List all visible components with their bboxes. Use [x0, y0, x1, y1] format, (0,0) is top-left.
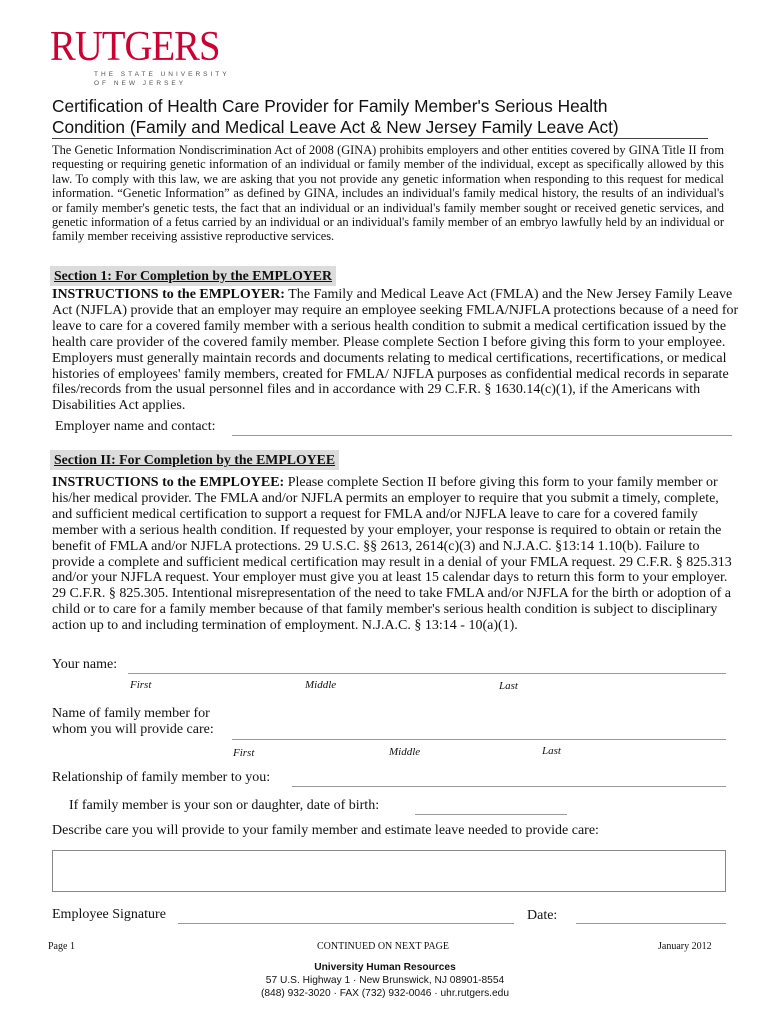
your-name-middle-caption: Middle: [305, 679, 337, 691]
logo-wordmark: RUTGERS: [50, 24, 220, 70]
form-title-line-2: Condition (Family and Medical Leave Act & New Jersey Family Leave Act): [52, 117, 619, 137]
dob-label: If family member is your son or daughter, date of birth:: [69, 798, 380, 813]
footer-address: 57 U.S. Highway 1 · New Brunswick, NJ 08901-8554: [265, 975, 505, 986]
employer-instructions-label: INSTRUCTIONS to the EMPLOYER:: [52, 287, 285, 302]
dob-field[interactable]: [415, 814, 567, 815]
employer-name-label: Employer name and contact:: [55, 419, 216, 434]
continued-note: CONTINUED ON NEXT PAGE: [317, 941, 449, 952]
date-field[interactable]: [576, 923, 726, 924]
gina-notice: The Genetic Information Nondiscrimination Act of 2008 (GINA) prohibits employers and other entities covered by GINA Title II from requesting or requiring genetic information of an individual or family member of the individual, except as specifically allowed by this law. To comply with this law, we are asking that you not provide any genetic information when responding to this request for medical information. “Genetic Information” as defined by GINA, includes an individual's family medical history, the results of an individual's or family member's genetic tests, the fact that an individual or an individual's family member sought or received genetic services, and genetic information of a fetus carried by an individual or an individual's family member of an embryo lawfully held by an individual or family member receiving assistive reproductive services.: [52, 143, 724, 244]
section-2-heading: Section II: For Completion by the EMPLOYEE: [50, 450, 339, 470]
your-name-last-caption: Last: [499, 680, 518, 692]
title-divider: [52, 138, 708, 139]
date-label: Date:: [527, 908, 558, 923]
your-name-label: Your name:: [52, 657, 118, 672]
rutgers-logo: [50, 24, 234, 87]
employee-signature-label: Employee Signature: [52, 907, 166, 922]
family-member-label-line-2: whom you will provide care:: [52, 722, 214, 737]
family-member-label-line-1: Name of family member for: [52, 706, 210, 721]
family-last-caption: Last: [542, 745, 561, 757]
employee-instructions-text: Please complete Section II before giving this form to your family member or his/her medical provider. The FMLA and/or NJFLA permits an employer to require that you submit a timely, complete, and sufficient medical certification to support a request for FMLA and/or NJFLA leave to care for a covered family member with a serious health condition. If requested by your employer, your response is required to obtain or retain the benefit of FMLA and/or NJFLA protections. 29 U.S.C. §§ 2613, 2614(c)(3) and N.J.A.C. §13:14 1.10(b). Failure to provide a complete and sufficient medical certification may result in a denial of your FMLA request. 29 C.F.R. § 825.313 and/or your NJFLA request. Your employer must give you at least 15 calendar days to return this form to your employer. 29 C.F.R. § 825.305. Intentional misrepresentation of the need to take FMLA and/or NJFLA for the birth or adoption of a child or to care for a family member because of that family member's serious health condition is subject to disciplinary action up to and including termination of employment. N.J.A.C. § 13:14 - 10(a)(1).: [52, 475, 732, 634]
form-title: [52, 96, 712, 138]
page-number: Page 1: [48, 941, 75, 952]
family-middle-caption: Middle: [389, 746, 421, 758]
logo-tagline-2: OF NEW JERSEY: [94, 80, 187, 87]
form-date: January 2012: [658, 941, 712, 952]
care-description-box[interactable]: [52, 850, 726, 892]
family-member-name-field[interactable]: [232, 739, 726, 740]
footer-contact: (848) 932-3020 · FAX (732) 932-0046 · uhr.rutgers.edu: [260, 988, 510, 999]
family-first-caption: First: [233, 747, 255, 759]
logo-tagline-1: THE STATE UNIVERSITY: [94, 71, 230, 78]
employee-instructions-label: INSTRUCTIONS to the EMPLOYEE:: [52, 475, 285, 490]
employer-instructions-text: The Family and Medical Leave Act (FMLA) and the New Jersey Family Leave Act (NJFLA) provide that an employer may require an employee seeking FMLA/NJFLA protections because of a need for leave to care for a covered family member with a serious health condition to submit a medical certification issued by the health care provider of the covered family member. Please complete Section I before giving this form to your employee. Employers must generally maintain records and documents relating to medical certifications, recertifications, or medical histories of employees' family members, created for FMLA/ NJFLA purposes as confidential medical records in separate files/records from the usual personnel files and in accordance with 29 C.F.R. § 1630.14(c)(1), if the Americans with Disabilities Act applies.: [52, 287, 739, 414]
employee-signature-field[interactable]: [178, 923, 514, 924]
employer-instructions: [52, 287, 740, 414]
your-name-field[interactable]: [128, 673, 726, 674]
relationship-label: Relationship of family member to you:: [52, 770, 271, 785]
employee-instructions: [52, 475, 740, 634]
form-title-line-1: Certification of Health Care Provider for Family Member's Serious Health: [52, 96, 608, 116]
section-1-heading: Section 1: For Completion by the EMPLOYER: [50, 266, 336, 286]
footer-office: University Human Resources: [314, 962, 456, 973]
care-description-label: Describe care you will provide to your family member and estimate leave needed to provide care:: [52, 823, 599, 838]
relationship-field[interactable]: [292, 786, 726, 787]
employer-name-field[interactable]: [232, 435, 732, 436]
your-name-first-caption: First: [130, 679, 152, 691]
